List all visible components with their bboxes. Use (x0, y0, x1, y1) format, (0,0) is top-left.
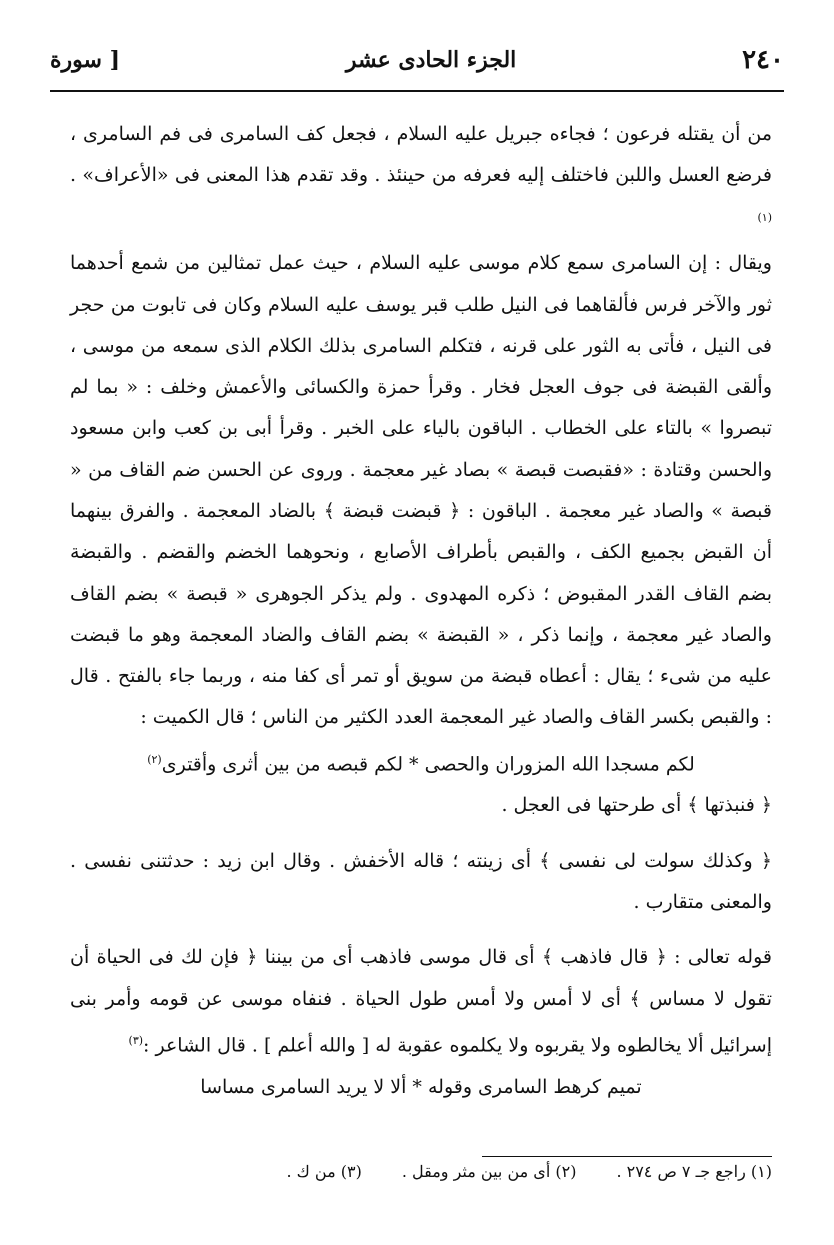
paragraph-1 (70, 114, 772, 243)
verse-1-text: لكم مسجدا الله المزوران والحصى * لكم قبصه من بين أثرى وأقترى (161, 753, 695, 776)
paragraph-2: ويقال : إن السامرى سمع كلام موسى عليه السلام ، حيث عمل تمثالين من شمع أحدهما ثور والآخر فرس فألقاهما فى النيل طلب قبر يوسف عليه السلام وكان فى تابوت من حجر فى النيل ، فأتى به الثور على قرنه ، فتكلم السامرى بذلك الكلام الذى سمعه من موسى ، وألقى القبضة فى جوف العجل فخار . وقرأ حمزة والكسائى والأعمش وخلف : « بما لم تبصروا » بالتاء على الخطاب . الباقون بالياء على الخبر . وقرأ أبى بن كعب وابن مسعود والحسن وقتادة : «فقبصت قبصة » بصاد غير معجمة . وروى عن الحسن ضم القاف من « قبصة » والصاد غير معجمة . الباقون : ﴿ قبضت قبضة ﴾ بالضاد المعجمة . والفرق بينهما أن القبض بجميع الكف ، والقبص بأطراف الأصابع ، ونحوهما الخضم والقضم . والقبضة بضم القاف القدر المقبوض ؛ ذكره المهدوى . ولم يذكر الجوهرى « قبصة » بضم القاف والصاد غير معجمة ، وإنما ذكر ، « القبضة » بضم القاف والضاد المعجمة وهو ما قبضت عليه من شىء ؛ يقال : أعطاه قبضة من سويق أو تمر أى كفا منه ، وربما جاء بالفتح . قال : والقبص بكسر القاف والصاد غير المعجمة العدد الكثير من الناس ؛ قال الكميت : (70, 252, 773, 729)
footnote-ref-3: (٣) (128, 1033, 144, 1047)
footnote-ref-2: (٢) (147, 752, 162, 766)
footnote-2: (٢) أى من بين مثر ومقل . (401, 1162, 577, 1181)
footnote-1: (١) راجع جـ ٧ ص ٢٧٤ . (616, 1162, 772, 1181)
page-header (50, 36, 784, 84)
paragraph-5 (70, 937, 772, 1066)
verse-2: تميم كرهط السامرى وقوله * ألا لا يريد السامرى مساسا (200, 1075, 642, 1098)
running-title: الجزء الحادى عشر (345, 47, 517, 73)
footnote-rule (482, 1156, 772, 1157)
paragraph-3: ﴿ فنبذتها ﴾ أى طرحتها فى العجل . (501, 794, 772, 817)
paragraph-5-text: قوله تعالى : ﴿ قال فاذهب ﴾ أى قال موسى فاذهب أى من بيننا ﴿ فإن لك فى الحياة أن تقول لا مساس ﴾ أى لا أمس ولا أمس طول الحياة . فنفاه موسى عن قومه وأمر بنى إسرائيل ألا يخالطوه ولا يقربوه ولا يكلموه عقوبة له [ والله أعلم ] . قال الشاعر : (70, 946, 772, 1057)
footnotes (70, 1162, 772, 1192)
paragraph-4: ﴿ وكذلك سولت لى نفسى ﴾ أى زينته ؛ قاله الأخفش . وقال ابن زيد : حدثتنى نفسى . والمعنى متقارب . (70, 849, 772, 913)
paragraph-1-text: من أن يقتله فرعون ؛ فجاءه جبريل عليه السلام ، فجعل كف السامرى فى فم السامرى ، فرضع العسل واللبن فاختلف إليه فعرفه من حينئذ . وقد تقدم هذا المعنى فى «الأعراف» . (70, 123, 772, 187)
footnote-3: (٣) من ك . (286, 1162, 362, 1181)
verse-1 (70, 739, 772, 786)
page-number: ٢٤٠ (742, 45, 784, 75)
surah-label: [ سورة (50, 47, 121, 73)
header-rule (50, 90, 784, 92)
main-text (70, 114, 772, 1108)
footnote-ref-1: (١) (757, 210, 772, 224)
